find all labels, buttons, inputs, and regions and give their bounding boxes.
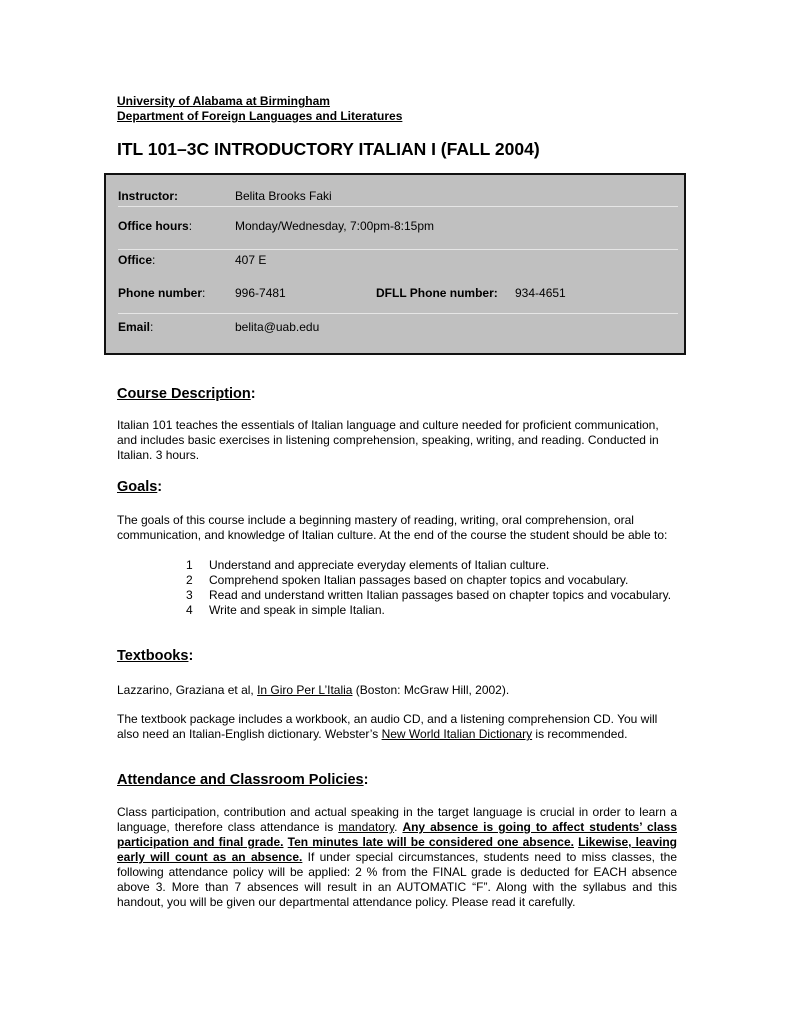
course-description-text: Italian 101 teaches the essentials of Italian language and culture needed for proficient communication, and includes basic exercises in listening comprehension, speaking, writing, and reading. Conducted in Italian. 3 hours. — [117, 418, 659, 462]
list-item: 1 Understand and appreciate everyday elements of Italian culture. — [186, 558, 550, 572]
list-item: 2 Comprehend spoken Italian passages based on chapter topics and vocabulary. — [186, 573, 629, 587]
office-hours-label: Office hours: — [118, 219, 193, 233]
dfll-phone-label: DFLL Phone number: — [376, 286, 498, 300]
instructor-label: Instructor: — [118, 189, 178, 203]
dfll-phone-value: 934-4651 — [515, 286, 566, 300]
textbook-citation: Lazzarino, Graziana et al, In Giro Per L’Italia (Boston: McGraw Hill, 2002). — [117, 683, 510, 697]
phone-label: Phone number: — [118, 286, 206, 300]
attendance-heading: Attendance and Classroom Policies: — [117, 772, 369, 788]
instructor-value: Belita Brooks Faki — [235, 189, 332, 203]
row-divider — [118, 249, 678, 250]
office-hours-row — [106, 219, 684, 249]
course-title: ITL 101–3C INTRODUCTORY ITALIAN I (FALL 2004) — [117, 139, 540, 159]
document-header — [117, 94, 402, 124]
row-divider — [118, 313, 678, 314]
list-item: 3 Read and understand written Italian passages based on chapter topics and vocabulary. — [186, 588, 672, 602]
dictionary-title: New World Italian Dictionary — [381, 727, 533, 741]
office-hours-value: Monday/Wednesday, 7:00pm-8:15pm — [235, 219, 435, 233]
phone-row — [106, 286, 684, 316]
department-name: Department of Foreign Languages and Literatures — [117, 109, 403, 123]
list-item: 4 Write and speak in simple Italian. — [186, 603, 385, 617]
office-row — [106, 253, 684, 283]
office-value: 407 E — [235, 253, 267, 267]
course-description-heading: Course Description: — [117, 386, 256, 402]
office-label: Office: — [118, 253, 156, 267]
goals-intro: The goals of this course include a beginning mastery of reading, writing, oral comprehension, oral communication, and knowledge of Italian culture. At the end of the course the student should be able to: — [117, 513, 668, 542]
email-label: Email: — [118, 320, 154, 334]
goals-list — [180, 558, 680, 618]
textbook-package-text: The textbook package includes a workbook, an audio CD, and a listening comprehension CD. You will also need an Italian-English dictionary. Webster’s New World Italian Dictionary is recommended. — [117, 712, 658, 741]
instructor-info-box — [104, 173, 686, 355]
phone-value: 996-7481 — [235, 286, 286, 300]
instructor-row — [106, 189, 684, 219]
email-value: belita@uab.edu — [235, 320, 320, 334]
university-name: University of Alabama at Birmingham — [117, 94, 330, 108]
email-row — [106, 320, 684, 350]
row-divider — [118, 206, 678, 207]
attendance-policy-text: Class participation, contribution and actual speaking in the target language is crucial in order to learn a language, therefore class attendance is mandatory. Any absence is going to affect students’ class participation and final grade. Ten minutes late will be considered one absence. Likewise, leaving early will count as an absence. If under special circumstances, students need to miss classes, the following attendance policy will be applied: 2 % from the FINAL grade is deducted for EACH absence above 3. More than 7 absences will result in an AUTOMATIC “F”. Along with the syllabus and this handout, you will be given our departmental attendance policy. Please read it carefully. — [117, 805, 678, 909]
textbooks-heading: Textbooks: — [117, 648, 194, 664]
goals-heading: Goals: — [117, 479, 163, 495]
textbook-title: In Giro Per L’Italia — [257, 683, 353, 697]
